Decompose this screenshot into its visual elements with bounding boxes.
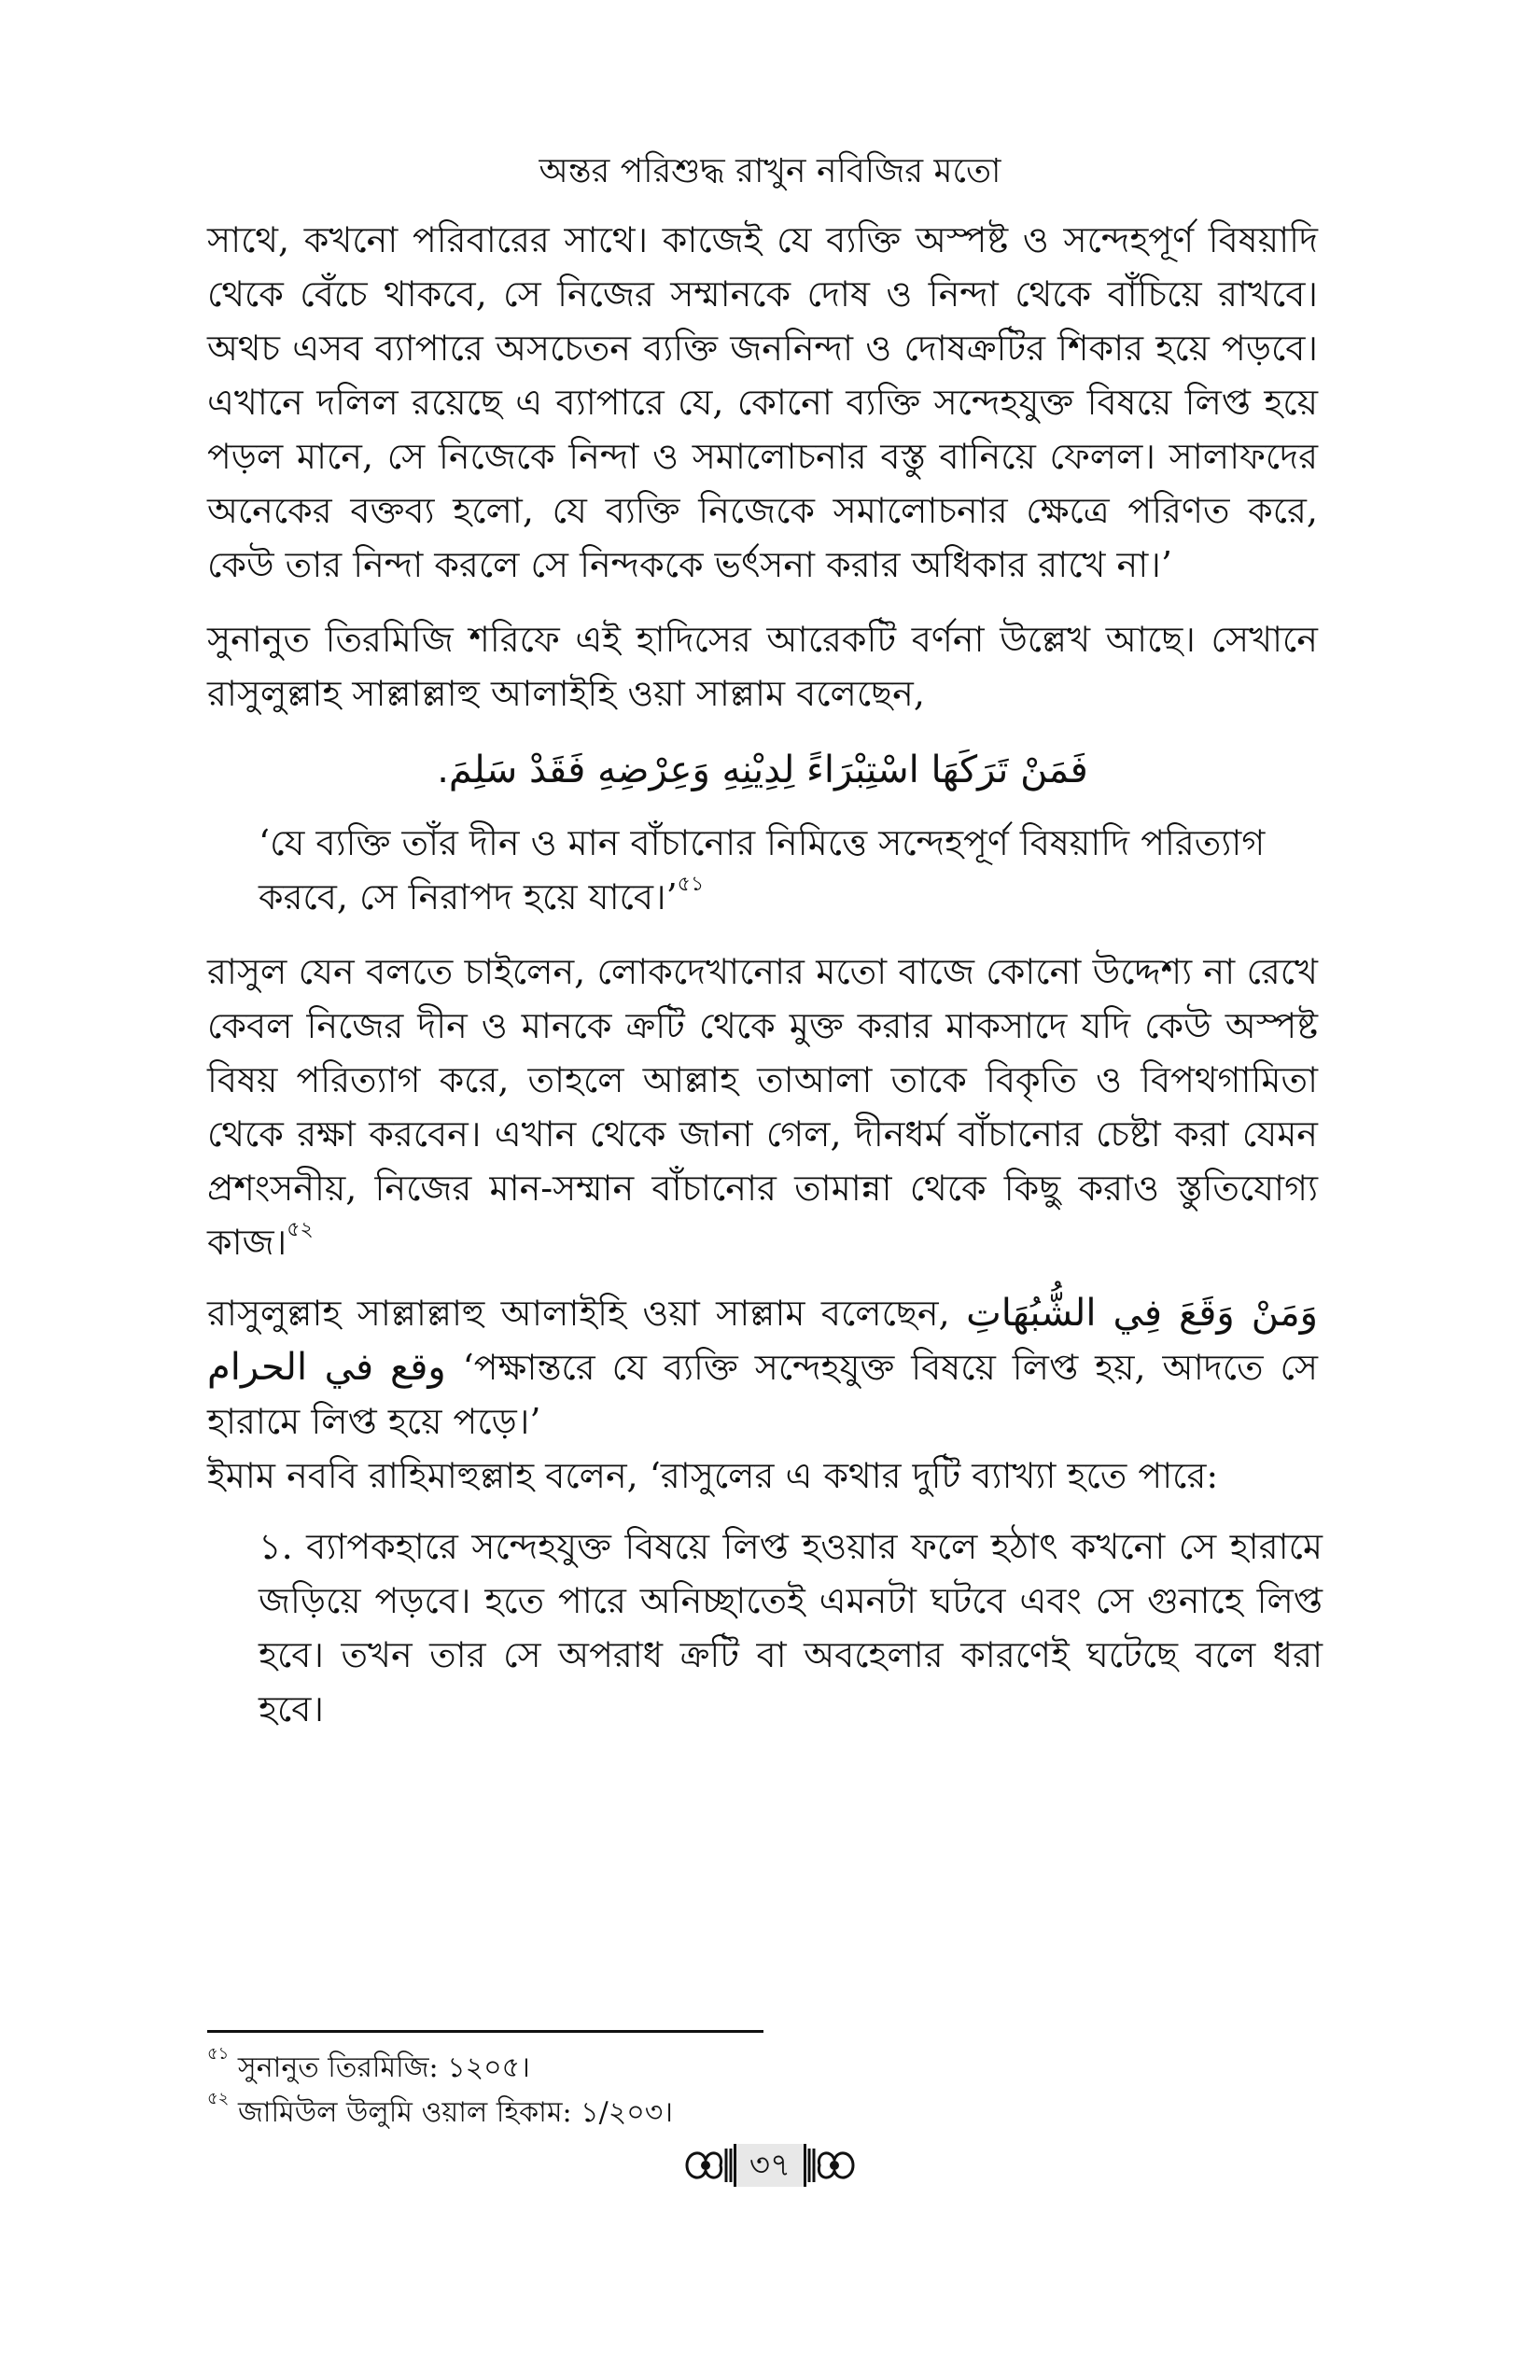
arabic-hadith-1: فَمَنْ تَرَكَهَا اسْتِبْرَاءً لِدِيْنِهِ وَعِرْضِهِ فَقَدْ سَلِمَ. bbox=[437, 749, 1088, 791]
translation-quote-1 bbox=[259, 816, 1285, 924]
paragraph-4-translation: ‘পক্ষান্তরে যে ব্যক্তি সন্দেহযুক্ত বিষয়ে লিপ্ত হয়, আদতে সে হারামে লিপ্ত হয়ে পড়ে।’ bbox=[207, 1347, 1318, 1442]
list-item-1: ১. ব্যাপকহারে সন্দেহযুক্ত বিষয়ে লিপ্ত হওয়ার ফলে হঠাৎ কখনো সে হারামে জড়িয়ে পড়বে। হতে পারে অনিচ্ছাতেই এমনটা ঘটবে এবং সে গুনাহে লিপ্ত হবে। তখন তার সে অপরাধ ক্রটি বা অবহেলার কারণেই ঘটেছে বলে ধরা হবে। bbox=[259, 1526, 1323, 1729]
right-ornament-icon bbox=[806, 2143, 862, 2188]
footnote-text: জামিউল উলুমি ওয়াল হিকাম: ১/২০৩। bbox=[237, 2096, 673, 2129]
arabic-hadith-2b: في الحرام bbox=[207, 1346, 374, 1389]
paragraph-2: সুনানুত তিরমিজি শরিফে এই হাদিসের আরেকটি বর্ণনা উল্লেখ আছে। সেখানে রাসুলুল্লাহ সাল্লাল্লাহু আলাইহি ওয়া সাল্লাম বলেছেন, bbox=[207, 619, 1318, 714]
footnote-divider bbox=[207, 2030, 763, 2033]
footnote-ref-52: ৫২ bbox=[287, 1218, 314, 1242]
arabic-hadith-2a: وَمَنْ وَقَعَ فِي الشُّبُهَاتِ وقع bbox=[390, 1292, 1318, 1389]
footnote-ref-51: ৫১ bbox=[677, 873, 705, 897]
footnote-text: সুনানুত তিরমিজি: ১২০৫। bbox=[237, 2051, 530, 2084]
footnote-marker: ৫১ bbox=[207, 2044, 230, 2064]
left-ornament-icon bbox=[678, 2143, 734, 2188]
paragraph-3-text: রাসুল যেন বলতে চাইলেন, লোকদেখানোর মতো বাজে কোনো উদ্দেশ্য না রেখে কেবল নিজের দীন ও মানকে ক্রটি থেকে মুক্ত করার মাকসাদে যদি কেউ অস্পষ্ট বিষয় পরিত্যাগ করে, তাহলে আল্লাহ তাআলা তাকে বিকৃতি ও বিপথগামিতা থেকে রক্ষা করবেন। এখান থেকে জানা গেল, দীনধর্ম বাঁচানোর চেষ্টা করা যেমন প্রশংসনীয়, নিজের মান-সম্মান বাঁচানোর তামান্না থেকে কিছু করাও স্তুতিযোগ্য কাজ। bbox=[207, 951, 1318, 1263]
paragraph-4 bbox=[207, 1286, 1318, 1449]
body-text bbox=[207, 213, 1323, 1736]
paragraph-1: সাথে, কখনো পরিবারের সাথে। কাজেই যে ব্যক্তি অস্পষ্ট ও সন্দেহপূর্ণ বিষয়াদি থেকে বেঁচে থাকবে, সে নিজের সম্মানকে দোষ ও নিন্দা থেকে বাঁচিয়ে রাখবে। অথচ এসব ব্যাপারে অসচেতন ব্যক্তি জননিন্দা ও দোষক্রটির শিকার হয়ে পড়বে। এখানে দলিল রয়েছে এ ব্যাপারে যে, কোনো ব্যক্তি সন্দেহযুক্ত বিষয়ে লিপ্ত হয়ে পড়ল মানে, সে নিজেকে নিন্দা ও সমালোচনার বস্তু বানিয়ে ফেলল। সালাফদের অনেকের বক্তব্য হলো, যে ব্যক্তি নিজেকে সমালোচনার ক্ষেত্রে পরিণত করে, কেউ তার নিন্দা করলে সে নিন্দককে ভর্ৎসনা করার অধিকার রাখে না।’ bbox=[207, 219, 1318, 585]
footnote-52 bbox=[207, 2091, 1318, 2135]
page-number: ৩৭ bbox=[734, 2144, 806, 2187]
paragraph-3 bbox=[207, 945, 1318, 1269]
footnote-marker: ৫২ bbox=[207, 2089, 230, 2108]
footnote-51 bbox=[207, 2046, 1318, 2091]
quote-text: ‘যে ব্যক্তি তাঁর দীন ও মান বাঁচানোর নিমিত্তে সন্দেহপূর্ণ বিষয়াদি পরিত্যাগ করবে, সে নিরাপদ হয়ে যাবে।’ bbox=[259, 822, 1266, 917]
footnotes bbox=[207, 2046, 1318, 2135]
running-header: অন্তর পরিশুদ্ধ রাখুন নবিজির মতো bbox=[539, 152, 1001, 190]
paragraph-5: ইমাম নববি রাহিমাহুল্লাহ বলেন, ‘রাসুলের এ কথার দুটি ব্যাখ্যা হতে পারে: bbox=[207, 1455, 1219, 1496]
paragraph-4-lead: রাসুলুল্লাহ সাল্লাল্লাহু আলাইহি ওয়া সাল্লাম বলেছেন, bbox=[207, 1293, 950, 1334]
page-footer bbox=[0, 2143, 1540, 2188]
